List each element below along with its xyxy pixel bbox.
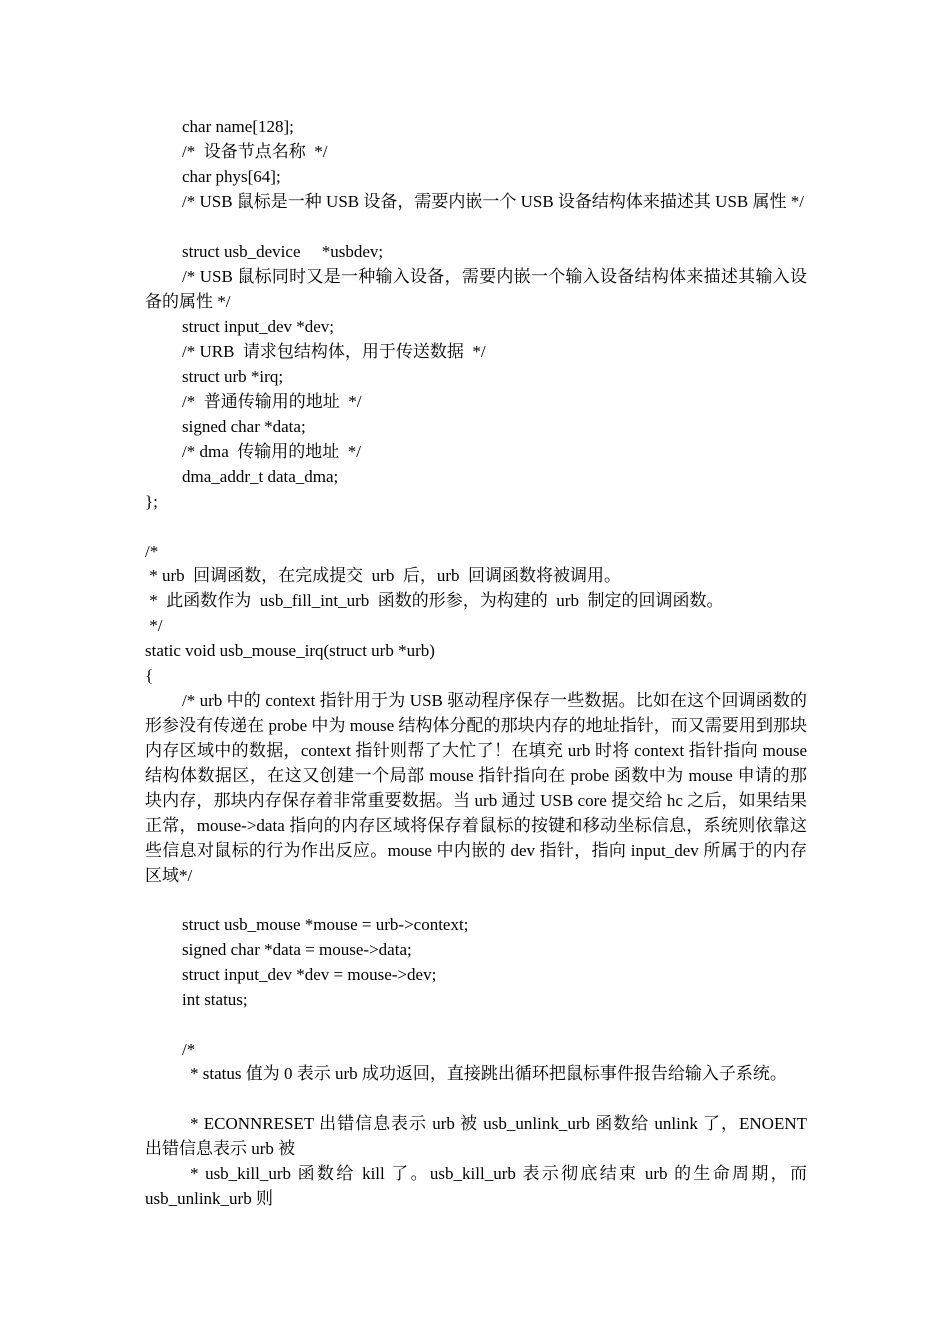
code-comment: * ECONNRESET 出错信息表示 urb 被 usb_unlink_urb 函数给 unlink 了，ENOENT 出错信息表示 urb 被 [145, 1114, 807, 1158]
code-line: char phys[64]; [182, 167, 281, 186]
code-comment: * usb_kill_urb 函数给 kill 了。usb_kill_urb 表示彻底结束 urb 的生命周期，而 usb_unlink_urb 则 [145, 1164, 807, 1208]
code-comment: * status 值为 0 表示 urb 成功返回，直接跳出循环把鼠标事件报告给输入子系统。 [190, 1064, 787, 1083]
code-line: }; [145, 492, 158, 511]
code-line: struct input_dev *dev = mouse->dev; [182, 965, 437, 984]
code-comment: /* USB 鼠标同时又是一种输入设备，需要内嵌一个输入设备结构体来描述其输入设备的属性 */ [145, 267, 807, 311]
code-comment: /* 普通传输用的地址 */ [182, 392, 362, 411]
code-comment: /* [182, 1040, 196, 1059]
code-comment: /* dma 传输用的地址 */ [182, 442, 361, 461]
code-comment: * 此函数作为 usb_fill_int_urb 函数的形参，为构建的 urb 制定的回调函数。 [145, 591, 724, 610]
code-line: char name[128]; [182, 117, 294, 136]
code-line: struct input_dev *dev; [182, 317, 335, 336]
code-line: dma_addr_t data_dma; [182, 467, 339, 486]
code-line: signed char *data; [182, 417, 306, 436]
code-comment: * urb 回调函数，在完成提交 urb 后，urb 回调函数将被调用。 [145, 566, 621, 585]
code-line: struct usb_mouse *mouse = urb->context; [182, 915, 469, 934]
code-comment: /* USB 鼠标是一种 USB 设备，需要内嵌一个 USB 设备结构体来描述其 USB 属性 */ [182, 192, 804, 211]
code-line: signed char *data = mouse->data; [182, 940, 412, 959]
code-line: int status; [182, 990, 248, 1009]
code-comment: /* [145, 542, 159, 561]
code-line: static void usb_mouse_irq(struct urb *urb) [145, 641, 435, 660]
code-comment: */ [145, 616, 163, 635]
code-line: struct usb_device *usbdev; [182, 242, 384, 261]
code-comment: /* URB 请求包结构体，用于传送数据 */ [182, 342, 486, 361]
code-line: struct urb *irq; [182, 367, 284, 386]
code-comment: /* 设备节点名称 */ [182, 142, 328, 161]
code-comment: /* urb 中的 context 指针用于为 USB 驱动程序保存一些数据。比如在这个回调函数的形参没有传递在 probe 中为 mouse 结构体分配的那块内存的地址指针，而又需要用到那块内存区域中的数据，context 指针则帮了大忙了！在填充 urb 时将 context 指针指向 mouse 结构体数据区，在这又创建一个局部 mouse 指针指向在 probe 函数中为 mouse 申请的那块内存，那块内存保存着非常重要数据。当 urb 通过 USB core 提交给 hc 之后，如果结果正常，mouse->data 指向的内存区域将保存着鼠标的按键和移动坐标信息，系统则依靠这些信息对鼠标的行为作出反应。mouse 中内嵌的 dev 指针，指向 input_dev 所属于的内存区域*/ [145, 691, 807, 885]
code-line: { [145, 666, 154, 685]
